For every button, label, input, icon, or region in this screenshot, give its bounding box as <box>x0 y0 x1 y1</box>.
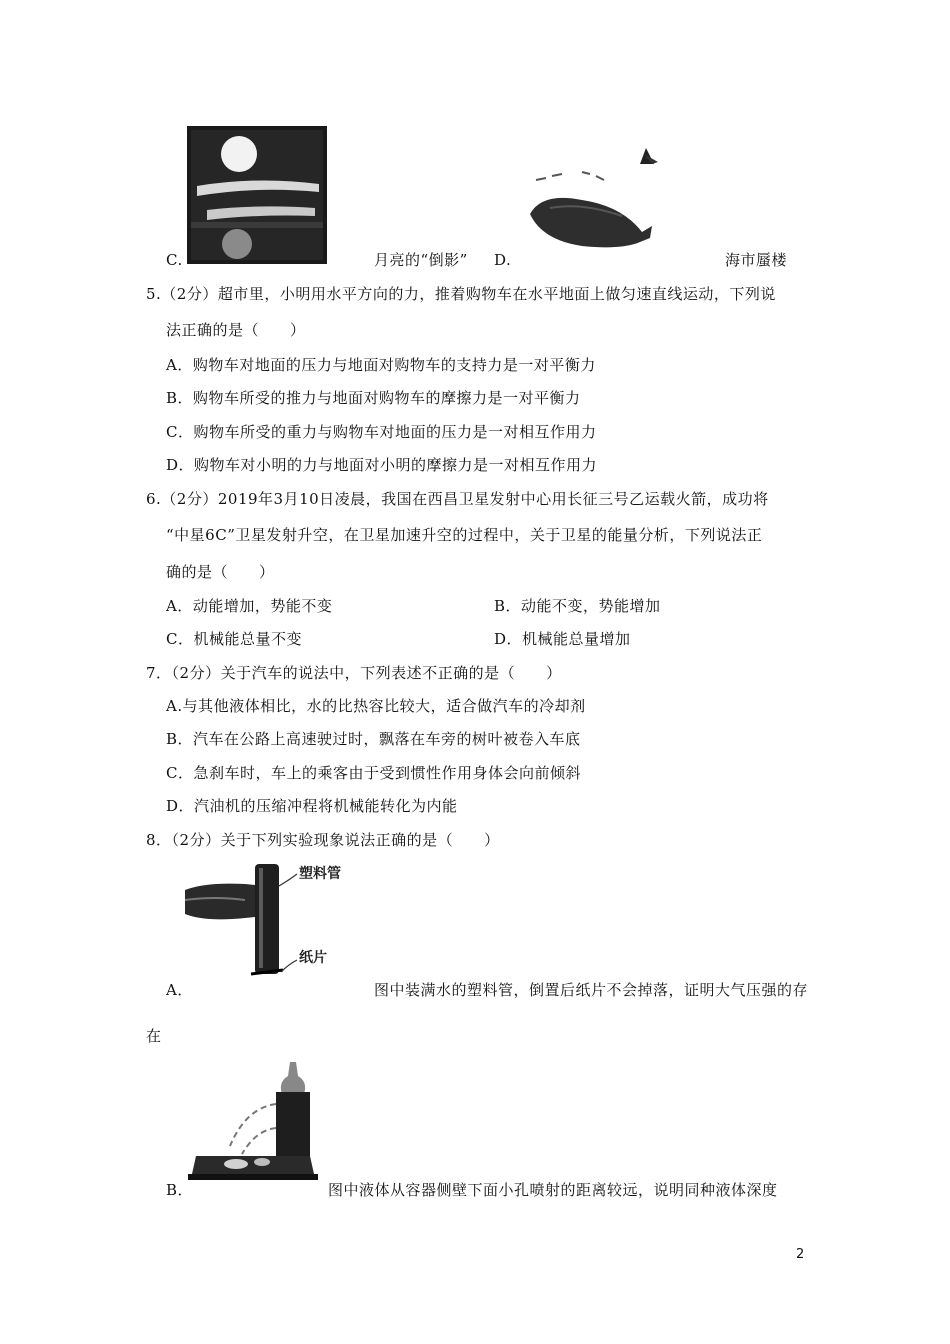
q7-option-a: A.与其他液体相比，水的比热容比较大，适合做汽车的冷却剂 <box>166 697 586 715</box>
q6-stem-line2: “中星6C”卫星发射升空，在卫星加速升空的过程中，关于卫星的能量分析，下列说法正 <box>166 526 763 544</box>
container-jets-image <box>186 1058 321 1184</box>
q5-option-c: C．购物车所受的重力与购物车对地面的压力是一对相互作用力 <box>166 423 597 441</box>
q6-option-b: B．动能不变，势能增加 <box>494 597 661 615</box>
plastic-tube-image <box>185 860 350 980</box>
mirage-image <box>522 142 668 260</box>
q5-option-d: D．购物车对小明的力与地面对小明的摩擦力是一对相互作用力 <box>166 456 598 474</box>
page-number: 2 <box>796 1247 805 1262</box>
tube-label: 塑料管 <box>299 866 341 882</box>
option-d-label: D. <box>494 251 512 269</box>
q7-option-c: C．急刹车时，车上的乘客由于受到惯性作用身体会向前倾斜 <box>166 764 581 782</box>
q6-option-a: A．动能增加，势能不变 <box>166 597 333 615</box>
q7-option-b: B．汽车在公路上高速驶过时，飘落在车旁的树叶被卷入车底 <box>166 730 581 748</box>
q6-option-d: D．机械能总量增加 <box>494 630 631 648</box>
q8-option-b-label: B． <box>166 1181 194 1199</box>
q6-stem-line3: 确的是（ ） <box>166 563 275 581</box>
moon-reflection-image <box>187 126 327 264</box>
q8-option-b-text: 图中液体从容器侧壁下面小孔喷射的距离较远，说明同种液体深度 <box>328 1181 778 1199</box>
q6-stem-line1: 6.（2分）2019年3月10日凌晨，我国在西昌卫星发射中心用长征三号乙运载火箭，成功将 <box>146 490 769 508</box>
q8-option-a-label: A． <box>166 981 193 999</box>
q5-stem-line1: 5.（2分）超市里，小明用水平方向的力，推着购物车在水平地面上做匀速直线运动，下列说 <box>146 285 776 303</box>
q7-option-d: D．汽油机的压缩冲程将机械能转化为内能 <box>166 797 458 815</box>
q8-option-a-text: 图中装满水的塑料管，倒置后纸片不会掉落，证明大气压强的存 <box>374 981 809 999</box>
option-c-label: C. <box>166 251 183 269</box>
paper-label: 纸片 <box>299 950 327 966</box>
q5-option-b: B．购物车所受的推力与地面对购物车的摩擦力是一对平衡力 <box>166 389 581 407</box>
q8-option-a-cont: 在 <box>146 1027 162 1045</box>
q5-option-a: A．购物车对地面的压力与地面对购物车的支持力是一对平衡力 <box>166 356 596 374</box>
q6-option-c: C．机械能总量不变 <box>166 630 302 648</box>
option-c-caption: 月亮的“倒影” <box>374 251 468 269</box>
q5-stem-line2: 法正确的是（ ） <box>166 321 306 339</box>
q7-stem: 7．（2分）关于汽车的说法中，下列表述不正确的是（ ） <box>146 664 562 682</box>
option-d-caption: 海市蜃楼 <box>725 251 788 269</box>
q8-stem: 8．（2分）关于下列实验现象说法正确的是（ ） <box>146 831 500 849</box>
